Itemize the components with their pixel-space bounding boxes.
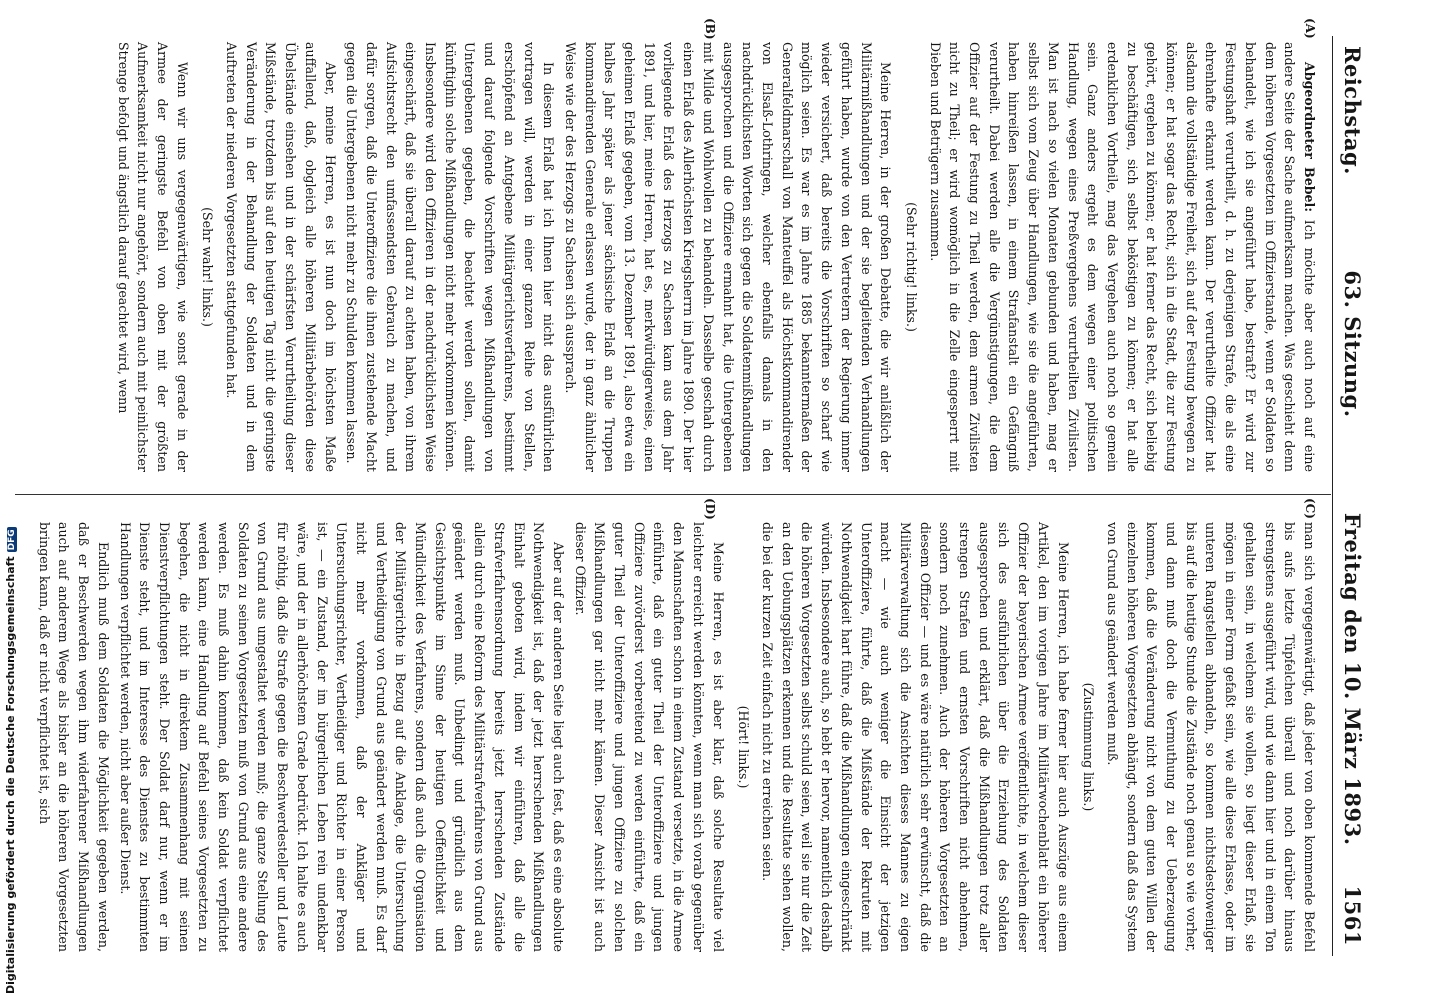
right-paragraph-3: Meine Herren, es ist aber klar, daß solche Resultate viel leichter erreicht werden könnten, wenn man sich vorab gegenüber den Mannschaften schon in einem Zustand versetzte, in die Armee einführte, daß ein guter Theil der Unteroffiziere und jungen Offiziere zuvörderst vorbereitend zu werden einführte, daß ein guter Theil der Unteroffiziere und jungen Offiziere zu solchen Mißhandlungen gar nicht mehr kämen. Dieser Ansicht ist auch dieser Offizier. — [572, 522, 726, 952]
column-divider — [15, 494, 1331, 495]
right-interjection-1: (Zustimmung links.) — [1081, 682, 1097, 812]
header-date: Freitag den 10. März 1893. — [1340, 512, 1365, 846]
right-interjection-2: (Hört! links.) — [736, 705, 752, 789]
credit-line — [4, 527, 17, 994]
header-rule — [1332, 36, 1333, 956]
header-section-title: Reichstag. — [1340, 46, 1365, 175]
marker-d: (D) — [703, 498, 717, 520]
marker-a: (A) — [1303, 18, 1317, 39]
marker-b: (B) — [703, 18, 717, 40]
left-interjection-1: (Sehr richtig! links.) — [903, 202, 919, 332]
left-paragraph-3: In diesem Erlaß hat ich Ihnen hier nicht das ausführlichen vortragen will, werden in einer ganzen Reihe von Stellen, erschöpfend an Antgebene Militärgerichtsverfahrens, bestimmt und darauf folgende Vorschriften wegen Mißhandlungen von Untergebenen gegeben, die beachtet werden sollen, damit künftighin solche Mißhandlungen nicht mehr vorkommen können. Insbesondere wird den Offizieren in der nachdrücklichsten Weise eingeschärft, daß sie überall darauf zu achten haben, von ihrem Aufsichtsrecht den umfassendsten Gebrauch zu machen, und dafür sorgen, daß die Unteroffiziere die ihnen zustehende Macht gegen die Untergebenen nicht mehr zu Schulden kommen lassen. — [344, 42, 557, 472]
left-interjection-2: (Sehr wahr! links.) — [200, 207, 216, 327]
dfg-logo: DFG — [7, 529, 17, 551]
speaker-name: Abgeordneter Bebel: — [1302, 62, 1317, 212]
left-paragraph-2: Meine Herren, in der großen Debatte, die wir anläßlich der Militärmißhandlungen und der sie begleitenden Verhandlungen geführt haben, wurde von den Vertretern der Regierung immer wieder versichert, daß bereits die Vorschriften so scharf wie möglich seien. Es war es im Jahre 1885 bekanntermaßen der Generalfeldmarschall von Manteuffel als Höchstkommandirender von Elsaß-Lothringen, welcher ebenfalls damals in den nachdrücklichsten Worten sich gegen die Soldatenmißhandlungen ausgesprochen und die Offiziere ermahnt hat, die Untergebenen mit Milde und Wohlwollen zu behandeln. Dasselbe geschah durch einen Erlaß des Allerhöchsten Kriegsherrn im Jahre 1890. Der hier vorliegende Erlaß des Herzogs zu Sachsen kam aus dem Jahr 1891, und hier, meine Herren, hat es, merkwürdigerweise, einen geheimen Erlaß gegeben, vom 13. Dezember 1891, also etwa ein halbes Jahr später als jener sächsische Erlaß an die Truppen kommandirenden Generale erlassen wurde, der in ganz ähnlicher Weise wie der des Herzogs zu Sachsen sich aussprach. — [562, 42, 894, 472]
right-paragraph-4: Aber auf der anderen Seite liegt auch fest, daß es eine absolute Nothwendigkeit ist, daß der jetzt herrschenden Mißhandlungen Einhalt geboten wird, indem wir einführen, daß alle die Strafverfahrensordnung bereits jetzt herrschenden Zustände allein durch eine Reform des Militärstrafverfahrens von Grund aus geändert werden muß. Unbedingt und gründlich aus dem Gesichtspunkte im Sinne der heutigen Oeffentlichkeit und Mündlichkeit des Verfahrens, sondern daß auch die Organisation der Militärgerichte in Bezug auf die Anklage, die Untersuchung und Vertheidigung von Grund aus geändert werden muß. Es darf nicht mehr vorkommen, daß der Ankläger und Untersuchungsrichter, Vertheidiger und Richter in einer Person ist, — ein Zustand, der im bürgerlichen Leben rein undenkbar wäre, und der in allerhöchstem Grade bedrückt. Ich halte es auch für nöthig, daß die Strafe gegen die Beschwerdesteller und Leute von Grund aus umgestaltet werden muß; die ganze Stellung des Soldaten zu seinen Vorgesetzten muß von Grund aus eine andere werden. Es muß dahin kommen, daß kein Soldat verpflichtet werden kann, eine Handlung auf Befehl seines Vorgesetzten zu begehen, die nicht in direktem Zusammenhang mit seinen Dienstverpflichtungen steht. Der Soldat darf nur, wenn er im Dienste steht, und im Interesse des Dienstes zu bestimmten Handlungen verpflichtet werden, nicht aber außer Dienst. — [117, 522, 566, 952]
right-column — [32, 522, 1319, 952]
right-paragraph-5: Endlich muß dem Soldaten die Möglichkeit gegeben werden, daß er Beschwerden wegen ihm widerfahrener Mißhandlungen auch auf anderem Wege als bisher an die höheren Vorgesetzten bringen kann, daß er nicht verpflichtet ist, sich — [36, 522, 111, 952]
header-session: 63. Sitzung. — [1340, 270, 1365, 418]
left-paragraph-4: Aber, meine Herren, es ist nun doch im höchsten Maße auffallend, daß, obgleich alle höheren Militärbehörden diese Übelstände einsehen und in der schärfsten Verurtheilung dieser Mißstände, trotzdem bis auf den heutigen Tag nicht die geringste Veränderung in der Behandlung der Soldaten und in dem Auftreten der niederen Vorgesetzten stattgefunden hat. — [224, 42, 338, 472]
page-header — [1335, 46, 1365, 946]
left-paragraph-1-text: Ich möchte aber auch noch auf eine andere Seite der Sache aufmerksam machen. Was geschieht denn dem höheren Vorgesetzten im Offizierstande, wenn er Soldaten so behandelt, wie ich sie angeführt habe, bestraft? Er wird zur Festungshaft verurtheilt, d. h. zu derjenigen Strafe, die als eine ehrenhafte erkannt werden kann. Der verurtheilte Offizier hat alsdann die vollständige Freiheit, sich auf der Festung bewegen zu können; er hat sogar das Recht, sich in die Stadt, die zur Festung gehört, ergehen zu können; er hat ferner das Recht, sich beliebig zu beschäftigen, sich selbst beköstigen zu können; er hat alle erdenklichen Vortheile, mag das Vergehen auch noch so gemein sein. Ganz anders ergeht es dem wegen einer politischen Handlung, wegen eines Preßvergehens verurtheilten Zivilisten. Man ist nach so vielen Monaten gebunden und haben, mag er selbst sich vom Zeug über Handlungen, wie sie die angeführten, haben hinreißen lassen, in einem Strafanstalt ein Gefängniß verurtheilt. Dabei werden alle die Vergünstigungen, die dem Offizier auf der Festung zu Theil werden, dem armen Zivilisten nicht zu Theil; er wird womöglich in die Zelle eingesperrt mit Dieben und Betrügern zusammen. — [927, 42, 1317, 472]
left-paragraph-5: Wenn wir uns vergegenwärtigen, wie sonst gerade in der Armee der geringste Befehl von oben mit der größten Aufmerksamkeit nicht nur angehört, sondern auch mit peinlichster Strenge befolgt und ängstlich darauf geachtet wird, wenn — [115, 42, 190, 472]
left-column — [111, 42, 1319, 472]
marker-c: (C) — [1303, 498, 1317, 519]
right-paragraph-2: Meine Herren, ich habe ferner hier auch Auszüge aus einem Artikel, den im vorigen Jahre im Militärwochenblatt ein höherer Offizier der bayerischen Armee veröffentlichte, in welchem dieser sich des ausführlichen über die Erziehung des Soldaten ausgesprochen und erklärt, daß die Mißhandlungen trotz aller strengen Strafen und ernsten Vorschriften nicht abnehmen, sondern noch zunehmen. Auch der höheren Vorgesetzten an diesem Offizier — und es wäre natürlich sehr erwünscht, daß die Militärverwaltung sich die Ansichten dieses Mannes zu eigen macht — wie auch weniger die Einsicht der jetzigen Unteroffiziere, führte, daß die Mißstände der Rekruten mit Nothwendigkeit hart führe, daß die Mißhandlungen eingeschränkt würden. Insbesondere auch, so hebt er hervor, namentlich deshalb die höheren Vorgesetzten selbst schuld seien, weil sie nur die Zeit an den Uebungsplätzen erkennen und die Resultate sehen wollen, die bei der kurzen Zeit einfach nicht zu erreichen seien. — [760, 522, 1071, 952]
right-paragraph-1: man sich vergegenwärtigt, daß jeder von oben kommende Befehl bis aufs letzte Tüpfelchen überall und noch darüber hinaus strengstens ausgeführt wird, und wie dann hier und in einem Ton gehalten sein, in welchem sie wollen, so liegt dieser Erlaß, sie mögen in einer Form gefaßt sein, wie alle diese Erlasse, oder im unteren Rangstellen abhandeln, so kommen nichtsdestoweniger bis auf die heutige Stunde die Zustände noch genau so wie vorher, und dann muß doch die Vermuthung zu der Ueberzeugung kommen, daß die Veränderung nicht von dem guten Willen der einzelnen höheren Vorgesetzten abhängt, sondern daß das System von Grund aus geändert werden muß. — [1104, 522, 1317, 952]
page-number: 1561 — [1340, 885, 1365, 946]
left-paragraph-1 — [925, 42, 1319, 472]
digitization-credit — [2, 0, 20, 996]
credit-text: Digitalisierung gefördert durch die Deutsche Forschungsgemeinschaft — [4, 556, 17, 994]
newspaper-page — [7, 16, 1377, 976]
